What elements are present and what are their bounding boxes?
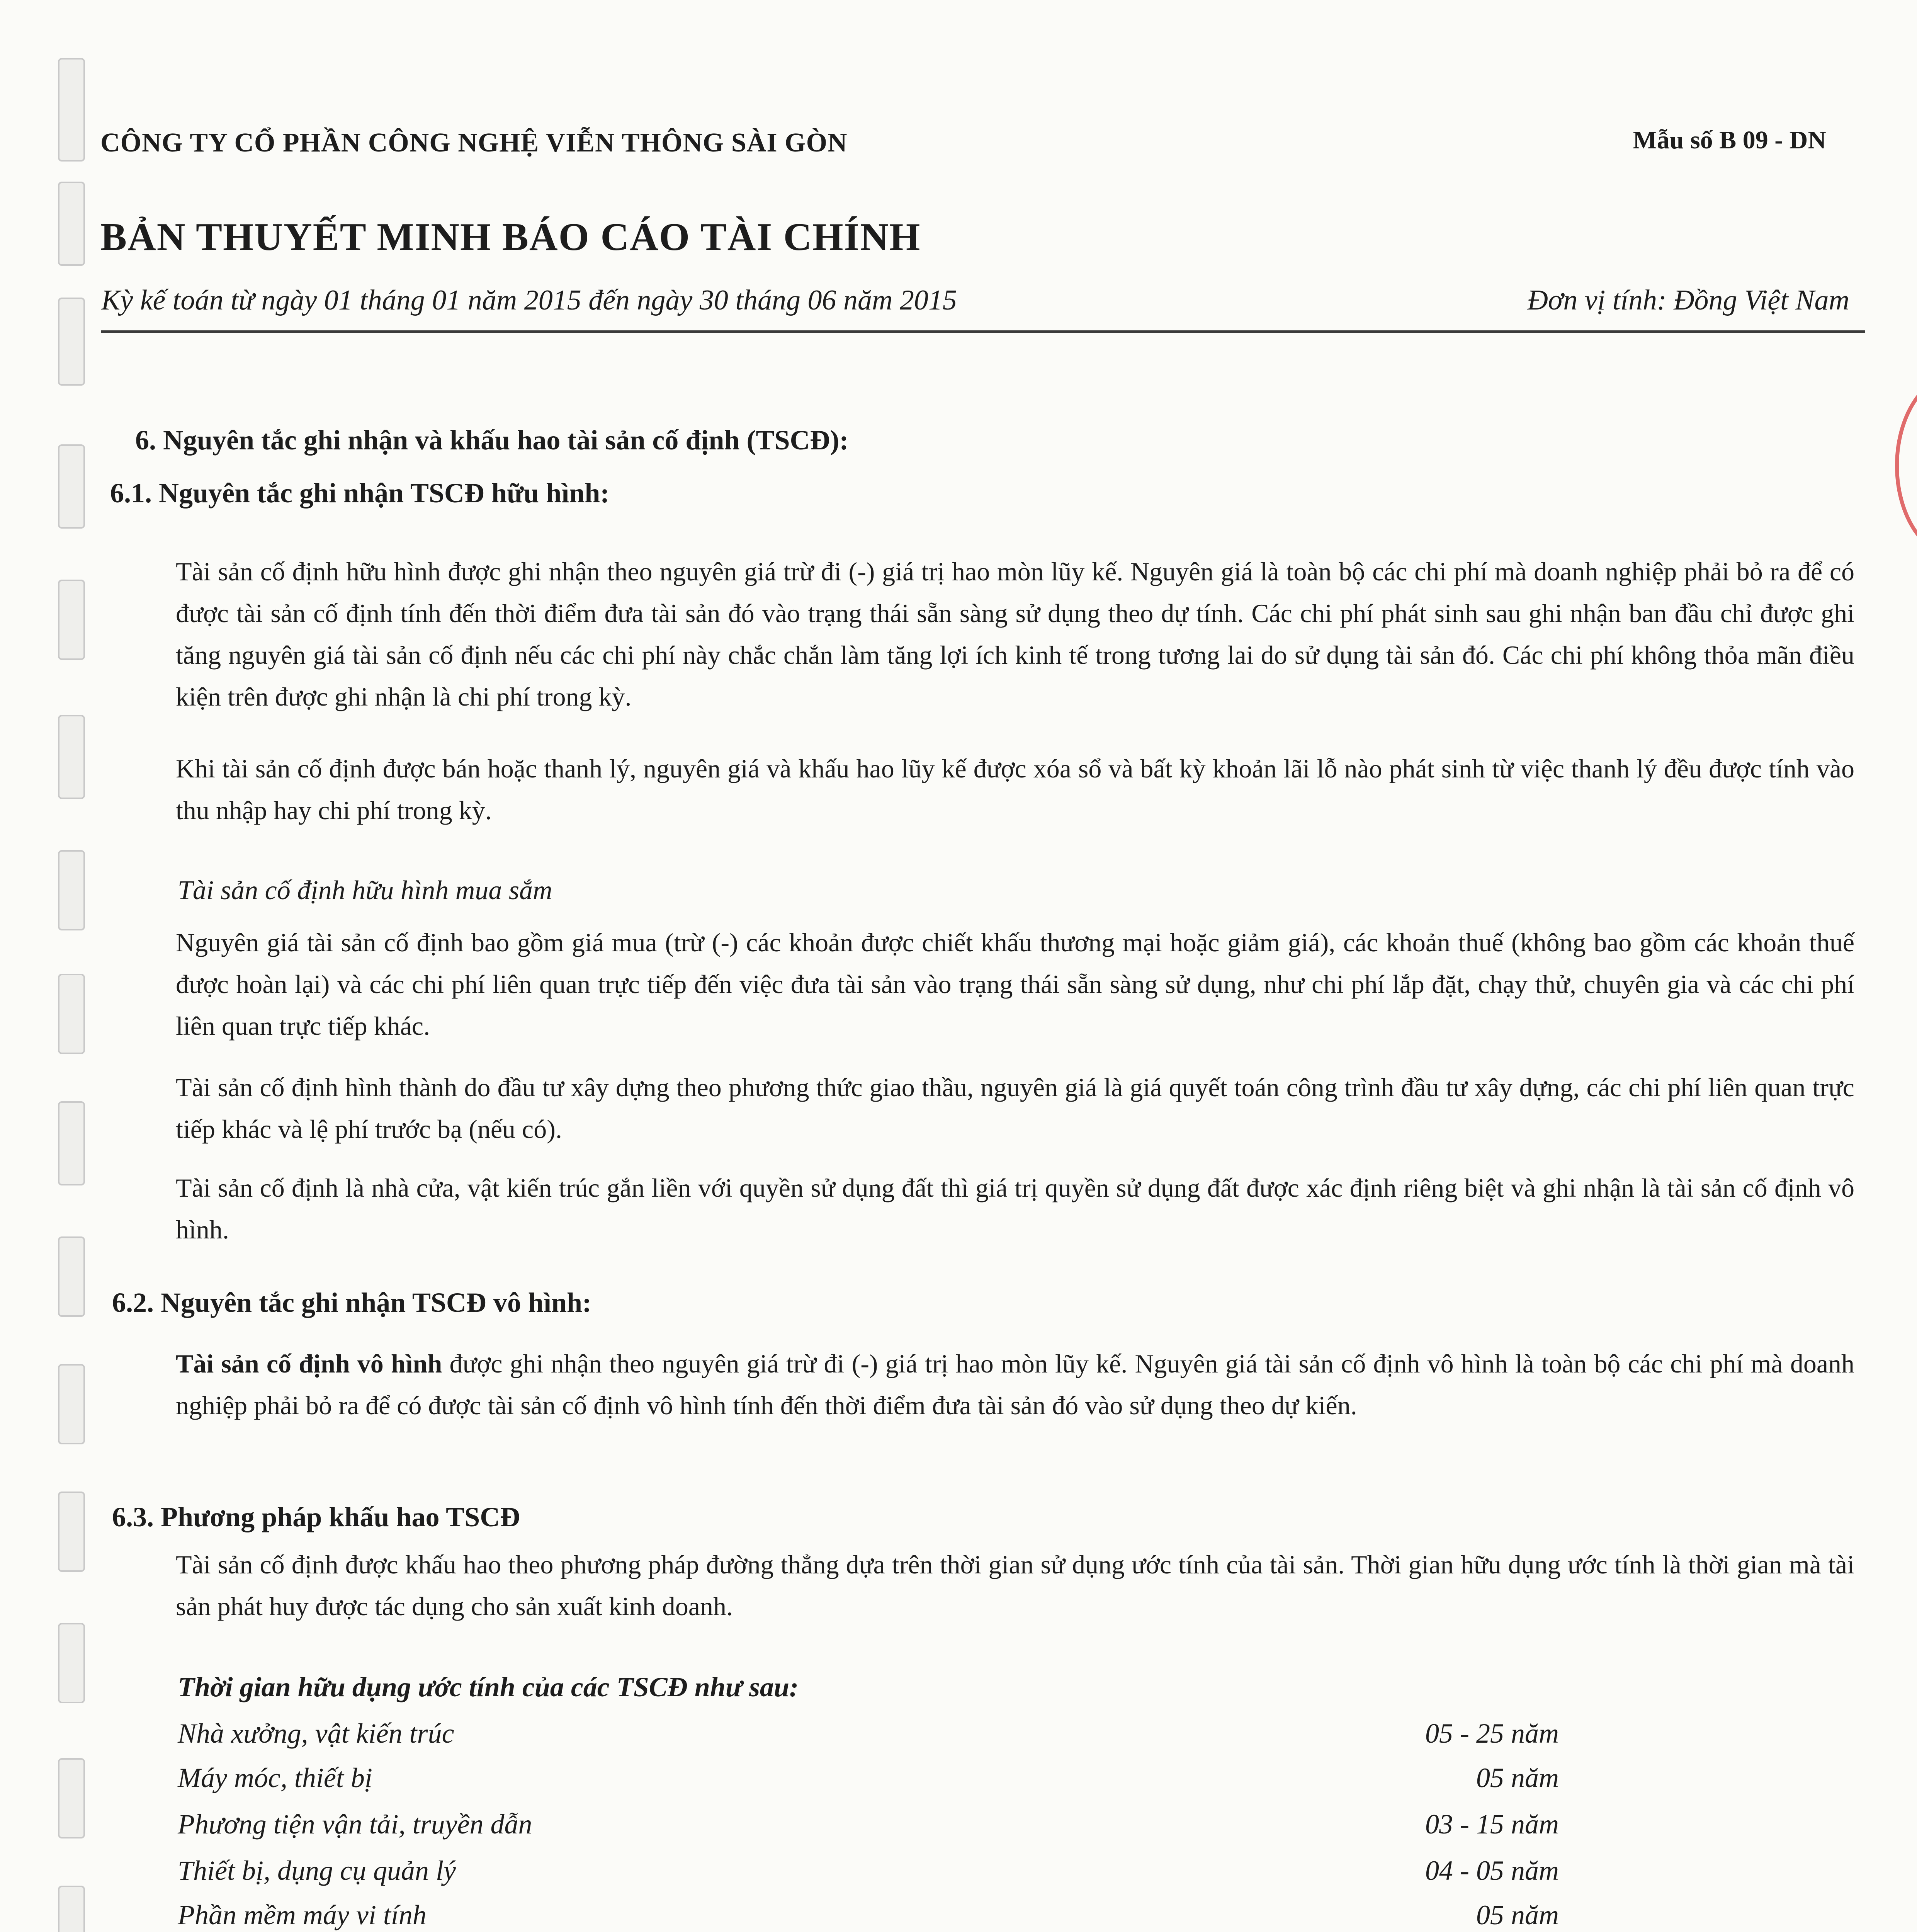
section-6-3-heading: 6.3. Phương pháp khấu hao TSCĐ — [112, 1502, 520, 1532]
binder-mark — [58, 715, 85, 799]
useful-life-row — [178, 1808, 1559, 1851]
useful-life-row — [178, 1855, 1559, 1897]
section-6-2-paragraph — [176, 1343, 1854, 1426]
asset-life: 03 - 15 năm — [1425, 1809, 1559, 1840]
asset-life: 04 - 05 năm — [1425, 1855, 1559, 1886]
binder-mark — [58, 444, 85, 529]
asset-name: Nhà xưởng, vật kiến trúc — [178, 1718, 454, 1749]
binder-mark — [58, 182, 85, 266]
binder-mark — [58, 1364, 85, 1444]
useful-life-row — [178, 1762, 1559, 1804]
form-code: Mẫu số B 09 - DN — [1633, 126, 1826, 154]
useful-life-row — [178, 1718, 1559, 1760]
section-6-2-heading: 6.2. Nguyên tắc ghi nhận TSCĐ vô hình: — [112, 1287, 592, 1318]
binder-mark — [58, 298, 85, 386]
section-6-1-paragraph-2: Khi tài sản cố định được bán hoặc thanh lý, nguyên giá và khấu hao lũy kế được xóa sổ và bất kỳ khoản lãi lỗ nào phát sinh từ việc thanh lý đều được tính vào thu nhập hay chi phí trong kỳ. — [176, 754, 1854, 825]
binder-mark — [58, 850, 85, 930]
asset-name: Thiết bị, dụng cụ quản lý — [178, 1855, 456, 1886]
section-6-1-heading: 6.1. Nguyên tắc ghi nhận TSCĐ hữu hình: — [110, 478, 610, 509]
section-6-1-paragraph-4: Tài sản cố định hình thành do đầu tư xây dựng theo phương thức giao thầu, nguyên giá là giá quyết toán công trình đầu tư xây dựng, các chi phí liên quan trực tiếp khác và lệ phí trước bạ (nếu có). — [176, 1073, 1854, 1144]
useful-life-row — [178, 1899, 1559, 1932]
section-6-1-paragraph-1: Tài sản cố định hữu hình được ghi nhận theo nguyên giá trừ đi (-) giá trị hao mòn lũy kế. Nguyên giá là toàn bộ các chi phí mà doanh nghiệp phải bỏ ra để có được tài sản cố định tính đến thời điểm đưa tài sản đó vào trạng thái sẵn sàng sử dụng theo dự tính. Các chi phí phát sinh sau ghi nhận ban đầu chỉ được ghi tăng nguyên giá tài sản cố định nếu các chi phí này chắc chắn làm tăng lợi ích kinh tế trong tương lai do sử dụng tài sản đó. Các chi phí không thỏa mãn điều kiện trên được ghi nhận là chi phí trong kỳ. — [176, 557, 1854, 711]
asset-name: Phương tiện vận tải, truyền dẫn — [178, 1809, 532, 1840]
binder-mark — [58, 1492, 85, 1572]
asset-life: 05 năm — [1476, 1900, 1559, 1930]
section-6-1-paragraph-3: Nguyên giá tài sản cố định bao gồm giá mua (trừ (-) các khoản được chiết khấu thương mại hoặc giảm giá), các khoản thuế (không bao gồm các khoản thuế được hoàn lại) và các chi phí liên quan trực tiếp đến việc đưa tài sản vào trạng thái sẵn sàng sử dụng, như chi phí lắp đặt, chạy thử, chuyên gia và các chi phí liên quan trực tiếp khác. — [176, 928, 1854, 1041]
binder-mark — [58, 1101, 85, 1185]
binder-mark — [58, 580, 85, 660]
binder-mark — [58, 1236, 85, 1317]
red-stamp-mark — [1895, 373, 1917, 558]
header-divider — [101, 330, 1865, 333]
company-name: CÔNG TY CỔ PHẦN CÔNG NGHỆ VIỄN THÔNG SÀI GÒN — [100, 128, 848, 158]
binder-mark — [58, 1623, 85, 1703]
binder-mark — [58, 1758, 85, 1838]
section-6-heading: 6. Nguyên tắc ghi nhận và khấu hao tài sản cố định (TSCĐ): — [135, 425, 849, 456]
section-6-1-paragraph-5: Tài sản cố định là nhà cửa, vật kiến trúc gắn liền với quyền sử dụng đất thì giá trị quyền sử dụng đất được xác định riêng biệt và ghi nhận là tài sản cố định vô hình. — [176, 1173, 1854, 1244]
asset-life: 05 - 25 năm — [1425, 1718, 1559, 1749]
binder-mark — [58, 58, 85, 162]
asset-life: 05 năm — [1476, 1762, 1559, 1793]
asset-name: Phần mềm máy vi tính — [178, 1900, 427, 1930]
section-6-2-text: được ghi nhận theo nguyên giá trừ đi (-) giá trị hao mòn lũy kế. Nguyên giá tài sản cố định vô hình là toàn bộ các chi phí mà doanh nghiệp phải bỏ ra để có được tài sản cố định vô hình tính đến thời điểm đưa tài sản đó vào sử dụng theo dự kiến. — [176, 1349, 1854, 1420]
section-6-1-subheading: Tài sản cố định hữu hình mua sắm — [178, 876, 552, 905]
binder-mark — [58, 1886, 85, 1932]
binder-mark — [58, 974, 85, 1054]
section-6-3-paragraph: Tài sản cố định được khấu hao theo phương pháp đường thẳng dựa trên thời gian sử dụng ước tính của tài sản. Thời gian hữu dụng ước tính là thời gian mà tài sản phát huy được tác dụng cho sản xuất kinh doanh. — [176, 1550, 1854, 1621]
asset-name: Máy móc, thiết bị — [178, 1762, 372, 1793]
currency-unit: Đơn vị tính: Đồng Việt Nam — [1527, 284, 1849, 316]
section-6-2-lead: Tài sản cố định vô hình — [176, 1349, 442, 1378]
useful-life-title: Thời gian hữu dụng ước tính của các TSCĐ như sau: — [178, 1672, 799, 1702]
document-title: BẢN THUYẾT MINH BÁO CÁO TÀI CHÍNH — [100, 215, 921, 259]
accounting-period: Kỳ kế toán từ ngày 01 tháng 01 năm 2015 đến ngày 30 tháng 06 năm 2015 — [101, 284, 957, 316]
